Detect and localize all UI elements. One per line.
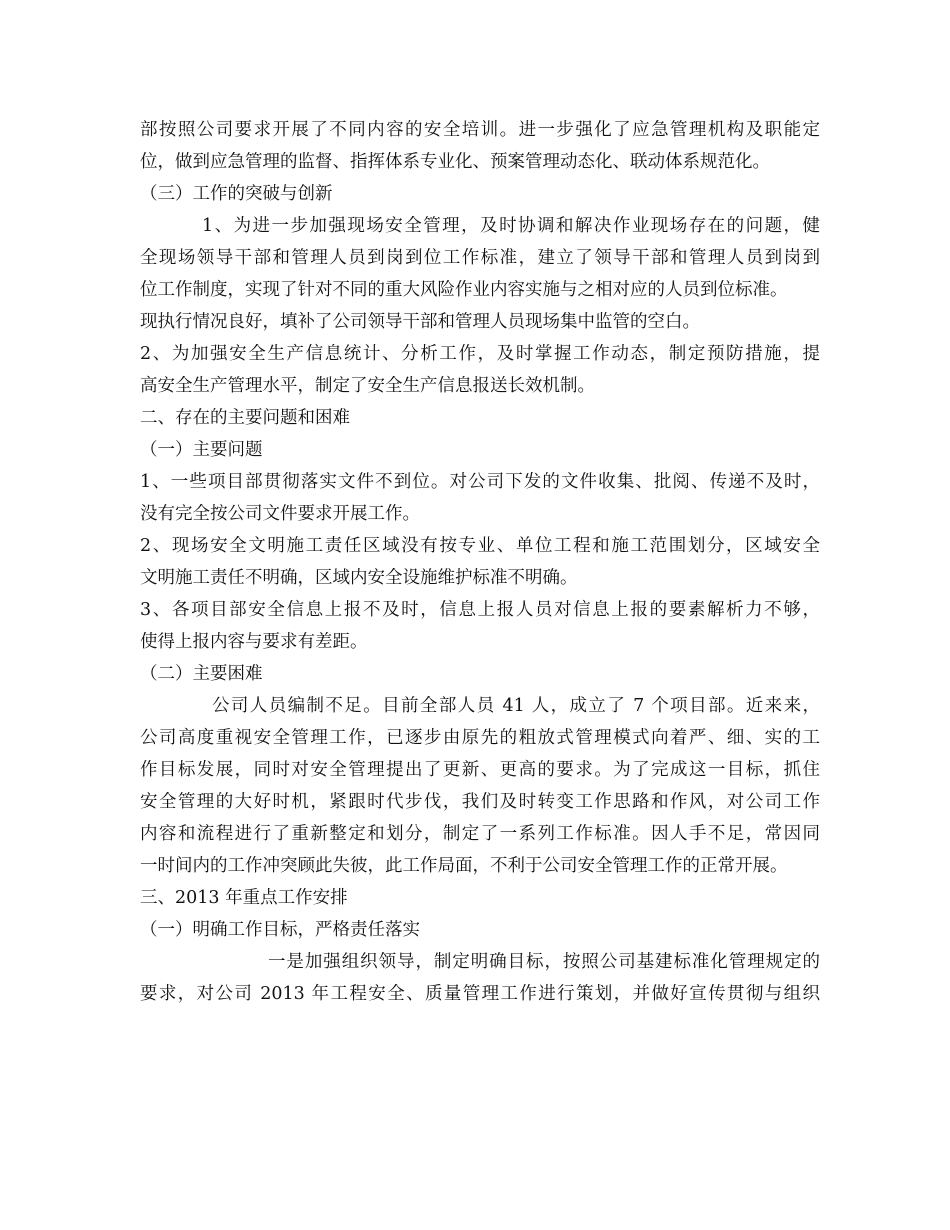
text-line: 使得上报内容与要求有差距。 bbox=[140, 632, 368, 652]
text-line: 1、一些项目部贯彻落实文件不到位。对公司下发的文件收集、批阅、传递不及时， bbox=[140, 472, 820, 492]
text-line: 三、2013 年重点工作安排 bbox=[140, 888, 348, 908]
text-line: 作目标发展，同时对安全管理提出了更新、更高的要求。为了完成这一目标，抓住 bbox=[140, 760, 820, 780]
text-line: 一是加强组织领导，制定明确目标，按照公司基建标准化管理规定的 bbox=[268, 952, 820, 972]
text-line: 公司高度重视安全管理工作，已逐步由原先的粗放式管理模式向着严、细、实的工 bbox=[140, 728, 820, 748]
document-body bbox=[140, 114, 820, 1010]
text-line: 没有完全按公司文件要求开展工作。 bbox=[140, 504, 420, 524]
text-line: 一时间内的工作冲突顾此失彼，此工作局面，不利于公司安全管理工作的正常开展。 bbox=[140, 856, 788, 876]
text-line: 2、现场安全文明施工责任区域没有按专业、单位工程和施工范围划分，区域安全 bbox=[140, 536, 820, 556]
text-line: 位，做到应急管理的监督、指挥体系专业化、预案管理动态化、联动体系规范化。 bbox=[140, 152, 770, 172]
text-line: （三）工作的突破与创新 bbox=[140, 184, 333, 204]
text-line: 3、各项目部安全信息上报不及时，信息上报人员对信息上报的要素解析力不够， bbox=[140, 600, 820, 620]
text-line: 二、存在的主要问题和困难 bbox=[140, 408, 350, 428]
text-line: （一）明确工作目标，严格责任落实 bbox=[140, 920, 420, 940]
text-line: 要求，对公司 2013 年工程安全、质量管理工作进行策划，并做好宣传贯彻与组织 bbox=[140, 984, 820, 1004]
text-line: （一）主要问题 bbox=[140, 440, 263, 460]
text-line: 文明施工责任不明确，区域内安全设施维护标准不明确。 bbox=[140, 568, 578, 588]
text-line: 现执行情况良好，填补了公司领导干部和管理人员现场集中监管的空白。 bbox=[140, 312, 700, 332]
text-line: 内容和流程进行了重新整定和划分，制定了一系列工作标准。因人手不足，常因同 bbox=[140, 824, 820, 844]
text-line: 部按照公司要求开展了不同内容的安全培训。进一步强化了应急管理机构及职能定 bbox=[140, 120, 820, 140]
text-line: 公司人员编制不足。目前全部人员 41 人，成立了 7 个项目部。近来来， bbox=[212, 696, 820, 716]
text-line: 位工作制度，实现了针对不同的重大风险作业内容实施与之相对应的人员到位标准。 bbox=[140, 280, 788, 300]
text-line: 安全管理的大好时机，紧跟时代步伐，我们及时转变工作思路和作风，对公司工作 bbox=[140, 792, 820, 812]
text-line: 高安全生产管理水平，制定了安全生产信息报送长效机制。 bbox=[140, 376, 595, 396]
text-line: 2、为加强安全生产信息统计、分析工作，及时掌握工作动态，制定预防措施，提 bbox=[140, 344, 820, 364]
text-line: 全现场领导干部和管理人员到岗到位工作标准，建立了领导干部和管理人员到岗到 bbox=[140, 248, 820, 268]
text-line: 1、为进一步加强现场安全管理，及时协调和解决作业现场存在的问题，健 bbox=[202, 216, 820, 236]
text-line: （二）主要困难 bbox=[140, 664, 263, 684]
